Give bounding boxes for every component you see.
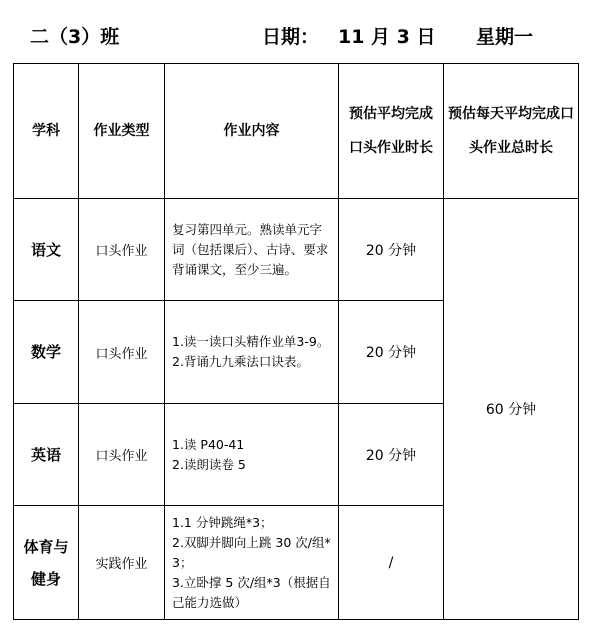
content-line: 复习第四单元。熟读单元字词（包括课后）、古诗、要求背诵课文，至少三遍。 xyxy=(172,221,329,277)
content-line: 1.读 P40-41 xyxy=(172,436,245,452)
weekday: 星期一 xyxy=(476,26,534,48)
content-cell xyxy=(165,301,339,404)
duration-cell: 20 分钟 xyxy=(339,404,444,506)
column-header-type: 作业类型 xyxy=(79,64,165,199)
content-cell xyxy=(165,506,339,620)
type-cell: 口头作业 xyxy=(79,301,165,404)
column-header-total: 预估每天平均完成口头作业总时长 xyxy=(444,64,579,199)
duration-cell: 20 分钟 xyxy=(339,301,444,404)
content-cell xyxy=(165,199,339,301)
content-line: 3.立卧撑 5 次/组*3（根据自己能力选做） xyxy=(172,574,331,610)
subject-cell: 体育与健身 xyxy=(14,506,79,620)
duration-cell: / xyxy=(339,506,444,620)
total-duration-cell: 60 分钟 xyxy=(444,199,579,620)
content-line: 1.1 分钟跳绳*3； xyxy=(172,514,273,530)
table-row xyxy=(14,199,579,301)
date-label: 日期： xyxy=(262,26,320,48)
date-value: 11 月 3 日 xyxy=(338,26,436,48)
column-header-content: 作业内容 xyxy=(165,64,339,199)
content-cell xyxy=(165,404,339,506)
type-cell: 口头作业 xyxy=(79,199,165,301)
homework-table xyxy=(13,63,579,620)
content-line: 2.背诵九九乘法口诀表。 xyxy=(172,354,309,369)
content-line: 2.读朗读卷 5 xyxy=(172,456,246,472)
column-header-duration: 预估平均完成口头作业时长 xyxy=(339,64,444,199)
column-header-subject: 学科 xyxy=(14,64,79,199)
content-line: 2.双脚并脚向上跳 30 次/组*3； xyxy=(172,534,331,570)
header-row xyxy=(14,64,579,199)
content-line: 1.读一读口头精作业单3-9。 xyxy=(172,334,330,349)
subject-cell: 英语 xyxy=(14,404,79,506)
type-cell: 实践作业 xyxy=(79,506,165,620)
class-name: 二（3）班 xyxy=(30,26,120,48)
duration-cell: 20 分钟 xyxy=(339,199,444,301)
subject-cell: 语文 xyxy=(14,199,79,301)
subject-cell: 数学 xyxy=(14,301,79,404)
type-cell: 口头作业 xyxy=(79,404,165,506)
page-header xyxy=(0,18,591,50)
